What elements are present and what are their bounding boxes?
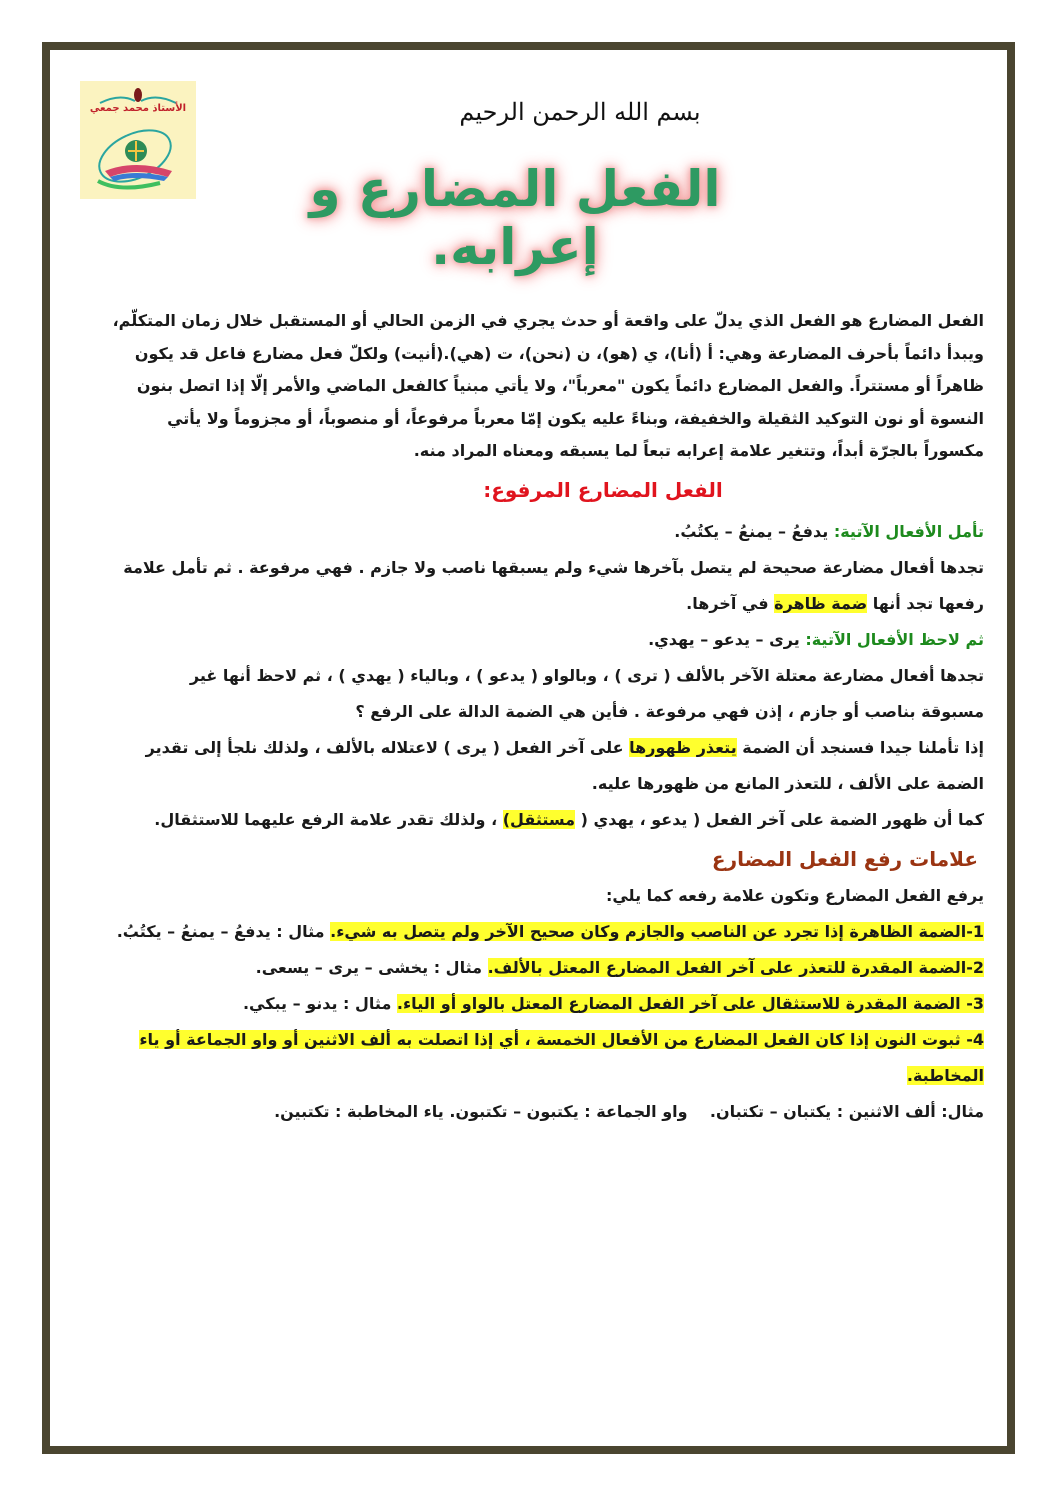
- paragraph-line: [72, 730, 984, 766]
- mark-item-text: 2-الضمة المقدرة للتعذر على آخر الفعل المضارع المعتل بالألف.: [487, 957, 984, 977]
- mark-item-example: مثال : يدنو – يبكي.: [242, 993, 397, 1013]
- example-line-2: [72, 622, 984, 658]
- intro-line: مكسوراً بالجرّة أبداً، وتتغير علامة إعرابه تبعاً لما يسبقه ومعناه المراد منه.: [413, 441, 984, 460]
- mark-item-example: مثال : يخشى – يرى – يسعى.: [255, 957, 488, 977]
- text-run: على آخر الفعل ( يرى ) لاعتلاله بالألف ، ولذلك نلجأ إلى تقدير: [145, 737, 630, 757]
- final-example: مثال: ألف الاثنين : يكتبان – تكتبان. واو الجماعة : يكتبون – تكتبون. ياء المخاطبة : تكتبين.: [274, 1101, 984, 1121]
- document-body: [72, 305, 984, 1130]
- example-label: تأمل الأفعال الآتية:: [833, 521, 984, 541]
- highlighted-text: ضمة ظاهرة: [774, 593, 868, 613]
- section-heading-marks: علامات رفع الفعل المضارع: [711, 846, 978, 871]
- marks-intro: يرفع الفعل المضارع وتكون علامة رفعه كما يلي:: [605, 885, 984, 905]
- paragraph-line: مسبوقة بناصب أو جازم ، إذن فهي مرفوعة . فأين هي الضمة الدالة على الرفع ؟: [355, 701, 984, 721]
- example-value: يدفعُ – يمنعُ – يكتُبُ.: [674, 521, 834, 541]
- example-line-1: [72, 514, 984, 550]
- text-run: ، ولذلك تقدر علامة الرفع عليهما للاستثقال.: [154, 809, 503, 829]
- intro-line: ظاهراً أو مستتراً. والفعل المضارع دائماً يكون "معرباً"، ولا يأتي مبنياً كالفعل الماضي والأمر إلّا إذا اتصل بنون: [136, 376, 984, 395]
- example-value: يرى – يدعو – يهدي.: [648, 629, 806, 649]
- intro-line: ويبدأ دائماً بأحرف المضارعة وهي: أ (أنا)، ي (هو)، ن (نحن)، ت (هي).(أنيت) ولكلّ فعل مضارع فاعل قد يكون: [134, 343, 984, 363]
- mark-item: [72, 914, 984, 950]
- intro-line: الفعل المضارع هو الفعل الذي يدلّ على واقعة أو حدث يجري في الزمن الحالي أو المستقبل خلال زمان المتكلّم،: [112, 311, 984, 330]
- basmala-text: بسم الله الرحمن الرحيم: [459, 98, 701, 126]
- mark-item-text: 4- ثبوت النون إذا كان الفعل المضارع من الأفعال الخمسة ، أي إذا اتصلت به ألف الاثنين أو واو الجماعة أو ياء المخاطبة.: [139, 1029, 984, 1085]
- paragraph-line: الضمة على الألف ، للتعذر المانع من ظهورها عليه.: [591, 773, 984, 793]
- logo-emblem-icon: [80, 81, 196, 199]
- author-logo: [80, 81, 196, 199]
- paragraph-line: تجدها أفعال مضارعة معتلة الآخر بالألف ( ترى ) ، وبالواو ( يدعو ) ، وبالياء ( يهدي ) ، ثم لاحظ أنها غير: [189, 665, 984, 685]
- text-run: في آخرها.: [686, 593, 775, 613]
- text-run: كما أن ظهور الضمة على آخر الفعل ( يدعو ، يهدي (: [575, 809, 984, 829]
- text-run: رفعها تجد أنها: [867, 593, 984, 613]
- mark-item-text: 3- الضمة المقدرة للاستثقال على آخر الفعل المضارع المعتل بالواو أو الياء.: [396, 993, 984, 1013]
- page-title: الفعل المضارع و إعرابه.: [309, 160, 721, 276]
- intro-paragraph: [72, 305, 984, 468]
- basmala-calligraphy: [300, 98, 860, 148]
- mark-item: [72, 1022, 984, 1094]
- logo-author-name: الأستاذ محمد جمعي: [89, 103, 187, 114]
- mark-item-example: مثال : يدفعُ – يمنعُ – يكتُبُ.: [116, 921, 331, 941]
- mark-item: [72, 986, 984, 1022]
- highlighted-text: يتعذر ظهورها: [629, 737, 737, 757]
- paragraph-line: [72, 586, 984, 622]
- mark-item-text: 1-الضمة الظاهرة إذا تجرد عن الناصب والجازم وكان صحيح الآخر ولم يتصل به شيء.: [330, 921, 984, 941]
- mark-item: [72, 950, 984, 986]
- highlighted-text: مستثقل): [502, 809, 576, 829]
- section-heading-raised: الفعل المضارع المرفوع:: [483, 477, 723, 502]
- paragraph-line: [72, 802, 984, 838]
- intro-line: النسوة أو نون التوكيد الثقيلة والخفيفة، وبناءً عليه يكون إمّا معرباً مرفوعاً، أو منصوباً، أو مجزوماً ولا يأتي: [167, 408, 984, 428]
- text-run: إذا تأملنا جيدا فسنجد أن الضمة: [736, 737, 984, 757]
- paragraph-line: تجدها أفعال مضارعة صحيحة لم يتصل بآخرها شيء ولم يسبقها ناصب ولا جازم . فهي مرفوعة . ثم تأمل علامة: [123, 557, 984, 577]
- example-label: ثم لاحظ الأفعال الآتية:: [805, 629, 984, 649]
